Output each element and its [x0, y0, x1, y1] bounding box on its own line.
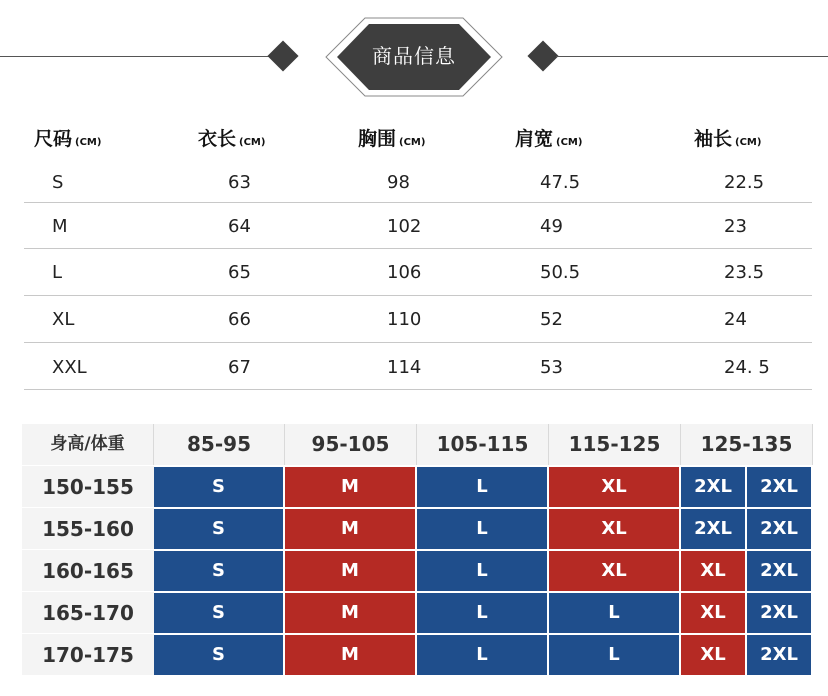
size-recommendation-cell: L	[549, 633, 681, 675]
size-value-cell: 106	[387, 262, 422, 283]
size-recommendation-cell: S	[154, 591, 285, 633]
corner-label: 身高/体重	[22, 424, 154, 465]
size-table-header-label: 肩宽	[515, 128, 554, 150]
size-recommendation-cell: XL	[549, 549, 681, 591]
size-value-cell: 52	[540, 309, 563, 330]
height-range-label: 160-165	[22, 549, 154, 591]
row-divider	[24, 295, 812, 296]
size-value-cell: 50.5	[540, 262, 581, 283]
size-value-cell: 114	[387, 357, 422, 378]
size-table-header-label: 胸围	[358, 128, 397, 150]
height-weight-fit-table	[22, 424, 813, 676]
size-label-cell: S	[52, 172, 64, 193]
size-table-header	[34, 124, 101, 151]
size-table-header-label: 衣长	[198, 128, 237, 150]
size-recommendation-cell: M	[285, 507, 417, 549]
height-range-label: 155-160	[22, 507, 154, 549]
size-value-cell: 110	[387, 309, 422, 330]
size-recommendation-cell: XL	[681, 633, 747, 675]
size-table-header-label: 袖长	[694, 128, 733, 150]
size-recommendation-cell: S	[154, 465, 285, 507]
size-recommendation-cell: S	[154, 633, 285, 675]
height-range-label: 150-155	[22, 465, 154, 507]
size-label-cell: L	[52, 262, 63, 283]
size-value-cell: 53	[540, 357, 563, 378]
weight-range-header: 95-105	[285, 424, 417, 465]
diamond-ornament-left	[267, 40, 298, 71]
weight-range-header: 105-115	[417, 424, 549, 465]
size-recommendation-cell: S	[154, 549, 285, 591]
size-value-cell: 23	[724, 216, 747, 237]
diamond-ornament-right	[527, 40, 558, 71]
row-divider	[24, 248, 812, 249]
size-value-cell: 66	[228, 309, 251, 330]
size-recommendation-cell: 2XL	[747, 465, 813, 507]
size-recommendation-cell: XL	[681, 549, 747, 591]
size-value-cell: 65	[228, 262, 251, 283]
size-recommendation-cell: XL	[549, 465, 681, 507]
size-value-cell: 64	[228, 216, 251, 237]
size-recommendation-cell: M	[285, 549, 417, 591]
size-table-header-label: 尺码	[34, 128, 73, 150]
size-table-header	[694, 124, 761, 151]
size-recommendation-cell: 2XL	[747, 507, 813, 549]
weight-range-header: 115-125	[549, 424, 681, 465]
size-table-header-unit: (CM)	[399, 137, 426, 148]
size-recommendation-cell: 2XL	[747, 549, 813, 591]
size-recommendation-cell: L	[417, 633, 549, 675]
size-value-cell: 102	[387, 216, 422, 237]
size-value-cell: 63	[228, 172, 251, 193]
size-value-cell: 49	[540, 216, 563, 237]
size-recommendation-cell: XL	[549, 507, 681, 549]
height-range-label: 170-175	[22, 633, 154, 675]
size-table-header-unit: (CM)	[239, 137, 266, 148]
size-value-cell: 47.5	[540, 172, 581, 193]
row-divider	[24, 202, 812, 203]
size-recommendation-cell: M	[285, 465, 417, 507]
size-table-header-unit: (CM)	[735, 137, 762, 148]
size-value-cell: 24. 5	[724, 357, 770, 378]
size-table-header	[198, 124, 265, 151]
size-label-cell: XXL	[52, 357, 87, 378]
size-label-cell: M	[52, 216, 68, 237]
size-value-cell: 22.5	[724, 172, 765, 193]
height-range-label: 165-170	[22, 591, 154, 633]
size-recommendation-cell: L	[417, 507, 549, 549]
size-recommendation-cell: L	[417, 465, 549, 507]
size-table-header	[358, 124, 425, 151]
size-recommendation-cell: XL	[681, 591, 747, 633]
size-value-cell: 24	[724, 309, 747, 330]
size-recommendation-cell: 2XL	[681, 507, 747, 549]
weight-range-header: 125-135	[681, 424, 813, 465]
size-value-cell: 67	[228, 357, 251, 378]
size-recommendation-cell: L	[417, 591, 549, 633]
size-recommendation-cell: M	[285, 591, 417, 633]
row-divider	[24, 342, 812, 343]
size-recommendation-cell: L	[549, 591, 681, 633]
page-title: 商品信息	[372, 44, 456, 68]
weight-range-header: 85-95	[154, 424, 285, 465]
size-recommendation-cell: L	[417, 549, 549, 591]
row-divider	[24, 389, 812, 390]
size-table-header-unit: (CM)	[556, 137, 583, 148]
size-label-cell: XL	[52, 309, 75, 330]
size-value-cell: 23.5	[724, 262, 765, 283]
size-recommendation-cell: 2XL	[681, 465, 747, 507]
size-table-header-unit: (CM)	[75, 137, 102, 148]
size-value-cell: 98	[387, 172, 410, 193]
size-table-header	[515, 124, 582, 151]
header-divider-left	[0, 56, 272, 57]
header-divider-right	[556, 56, 828, 57]
size-recommendation-cell: S	[154, 507, 285, 549]
size-recommendation-cell: 2XL	[747, 633, 813, 675]
size-recommendation-cell: 2XL	[747, 591, 813, 633]
size-recommendation-cell: M	[285, 633, 417, 675]
